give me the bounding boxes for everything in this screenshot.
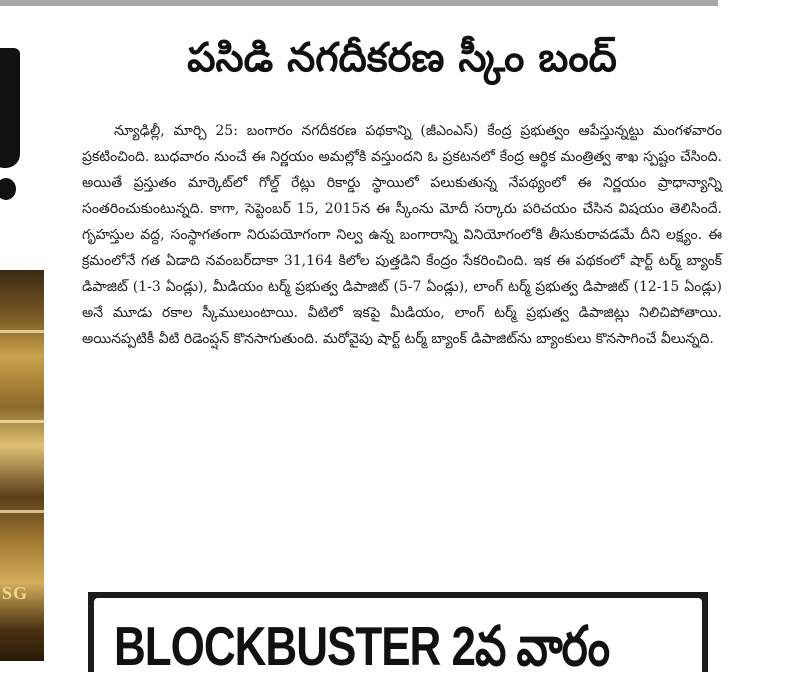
ad-title-text: BLOCKBUSTER 2వ వారం bbox=[114, 616, 610, 678]
movie-advertisement bbox=[88, 592, 708, 678]
gold-bar-highlight bbox=[0, 420, 44, 423]
top-rule bbox=[0, 0, 718, 6]
exclamation-mark-graphic bbox=[0, 48, 20, 168]
article-headline: పసిడి నగదీకరణ స్కీం బంద్ bbox=[187, 35, 617, 81]
left-ad-strip bbox=[0, 8, 44, 661]
news-article bbox=[82, 20, 722, 347]
coin-lettering: SG bbox=[2, 583, 29, 603]
gold-bar-highlight bbox=[0, 330, 44, 333]
article-body: న్యూఢిల్లీ, మార్చి 25: బంగారం నగదీకరణ పథకాన్ని (జీఎంఎస్) కేంద్ర ప్రభుత్వం ఆపేస్తున్నట్టు మంగళవారం ప్రకటించింది. బుధవారం నుంచే ఈ నిర్ణయం అమల్లోకి వస్తుందని ఓ ప్రకటనలో కేంద్ర ఆర్థిక మంత్రిత్వ శాఖ స్పష్టం చేసింది. అయితే ప్రస్తుతం మార్కెట్‌లో గోల్డ్ రేట్లు రికార్డు స్థాయిలో పలుకుతున్న నేపథ్యంలో ఈ నిర్ణయం ప్రాధాన్యాన్ని సంతరించుకుంటున్నది. కాగా, సెప్టెంబర్ 15, 2015న ఈ స్కీంను మోదీ సర్కారు పరిచయం చేసిన విషయం తెలిసిందే. గృహస్తుల వద్ద, సంస్థాగతంగా నిరుపయోగంగా నిల్వ ఉన్న బంగారాన్ని వినియోగంలోకి తీసుకురావడమే దీని లక్ష్యం. ఈ క్రమంలోనే గత ఏడాది నవంబర్‌దాకా 31,164 కిలోల పుత్తడిని కేంద్రం సేకరించింది. ఇక ఈ పథకంలో షార్ట్ టర్మ్ బ్యాంక్ డిపాజిట్ (1-3 ఏండ్లు), మీడియం టర్మ్ ప్రభుత్వ డిపాజిట్ (5-7 ఏండ్లు), లాంగ్ టర్మ్ ప్రభుత్వ డిపాజిట్ (12-15 ఏండ్లు) అనే మూడు రకాల స్కీములుంటాయి. వీటిలో ఇకపై మీడియం, లాంగ్ టర్మ్ ప్రభుత్వ డిపాజిట్లు నిలిచిపోతాయి. అయినప్పటికీ వీటి రిడెంప్షన్ కొనసాగుతుంది. మరోవైపు షార్ట్ టర్మ్ బ్యాంక్ డిపాజిట్‌ను బ్యాంకులు కొనసాగించే వీలున్నది. bbox=[82, 123, 722, 347]
exclamation-dot-graphic bbox=[0, 178, 16, 200]
gold-bar-highlight bbox=[0, 510, 44, 513]
